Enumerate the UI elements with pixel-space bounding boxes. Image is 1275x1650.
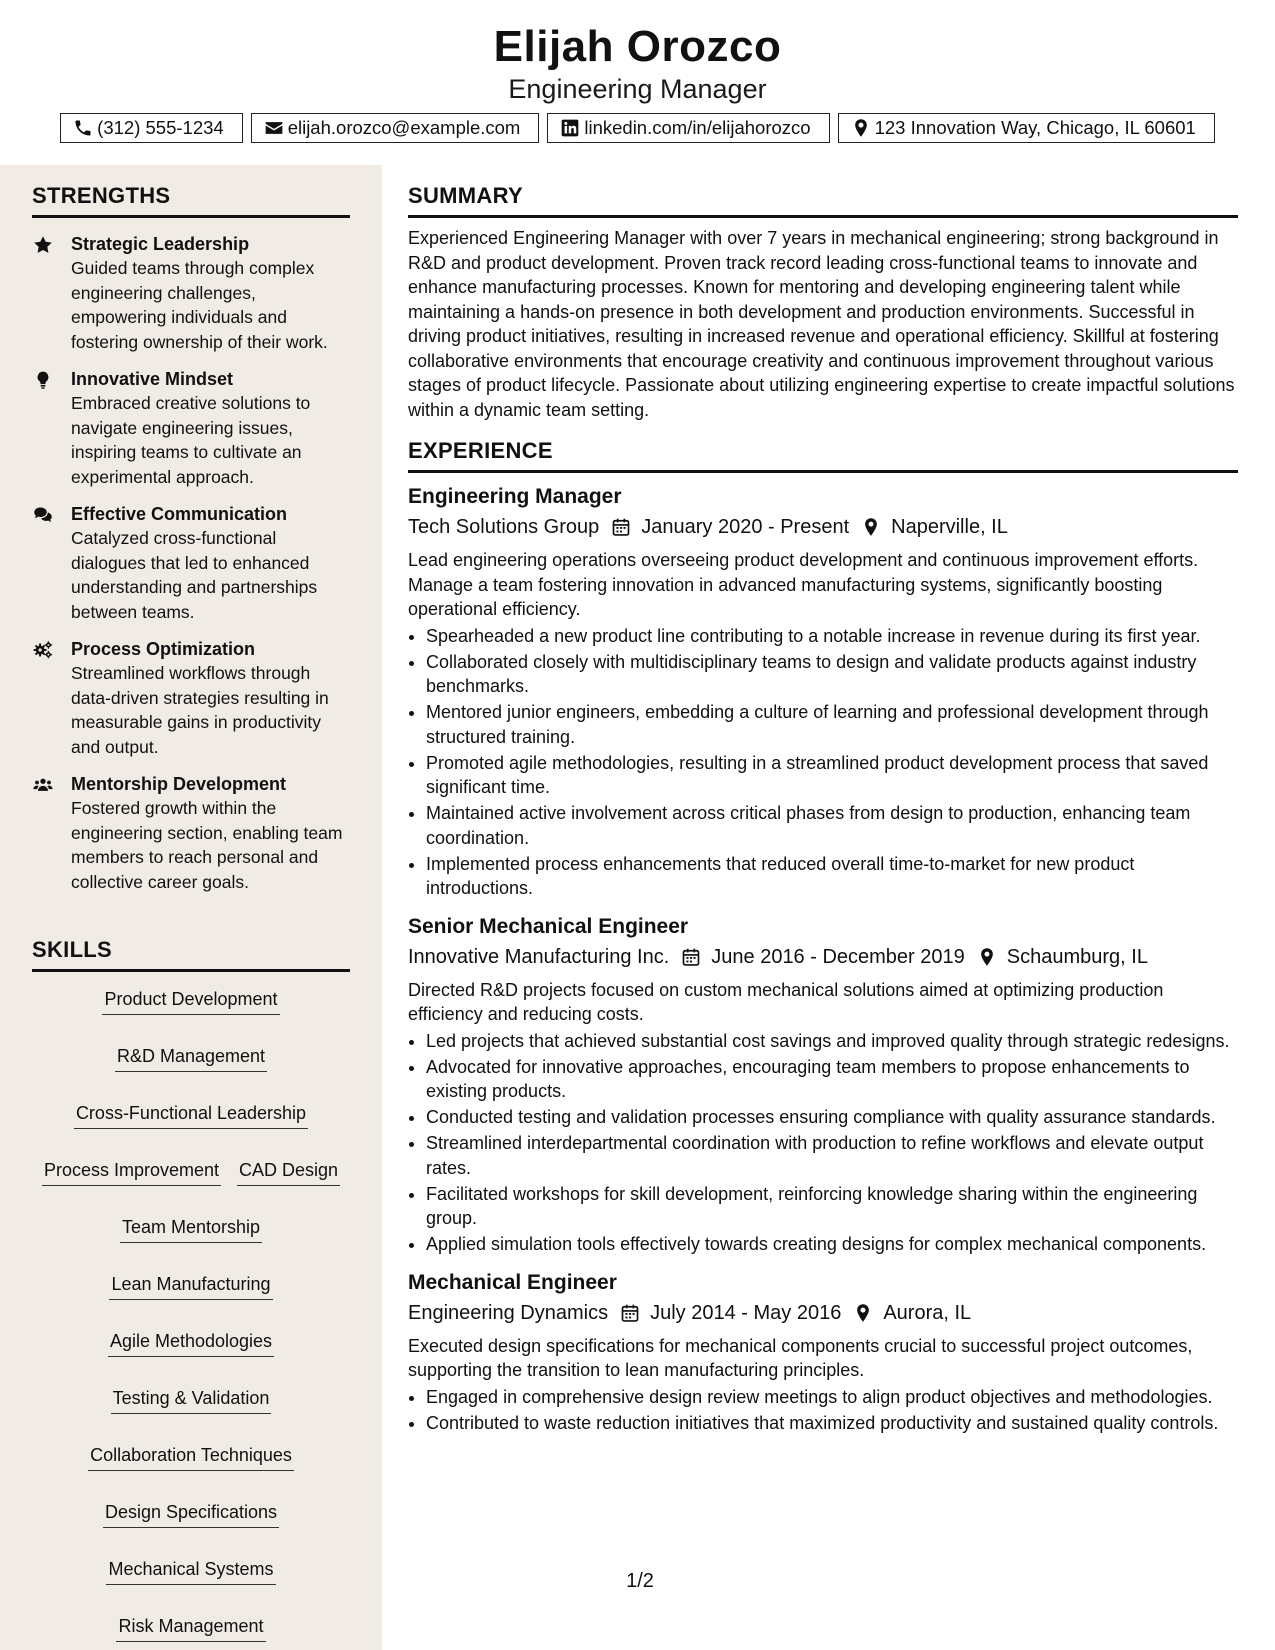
skill-tag: R&D Management bbox=[115, 1043, 267, 1072]
job-bullets bbox=[408, 1385, 1238, 1436]
comments-icon bbox=[32, 505, 54, 525]
strength-desc: Streamlined workflows through data-driven strategies resulting in measurable gains in productivity and output. bbox=[71, 663, 329, 757]
skill-tag: Mechanical Systems bbox=[106, 1556, 275, 1585]
job-entry bbox=[408, 913, 1238, 1257]
job-title: Senior Mechanical Engineer bbox=[408, 914, 689, 938]
job-company: Innovative Manufacturing Inc. bbox=[408, 945, 670, 968]
main-content bbox=[408, 165, 1238, 1437]
envelope-icon bbox=[264, 118, 284, 138]
strength-item bbox=[32, 232, 350, 354]
job-company: Tech Solutions Group bbox=[408, 516, 600, 538]
job-bullet: • Mentored junior engineers, embedding a culture of learning and professional development through structured training. bbox=[426, 700, 1238, 749]
job-bullet: • Collaborated closely with multidisciplinary teams to design and validate products against industry benchmarks. bbox=[426, 650, 1238, 699]
job-meta bbox=[408, 942, 1238, 972]
calendar-icon bbox=[681, 947, 701, 967]
job-entry bbox=[408, 1269, 1238, 1436]
candidate-name: Elijah Orozco bbox=[493, 22, 782, 71]
job-bullet: • Streamlined interdepartmental coordination with production to refine workflows and elevate output rates. bbox=[426, 1131, 1238, 1180]
job-description: Directed R&D projects focused on custom mechanical solutions aimed at optimizing production efficiency and reducing costs. bbox=[408, 979, 1164, 1024]
job-bullets bbox=[408, 624, 1238, 901]
skill-tag: Team Mentorship bbox=[120, 1214, 262, 1243]
job-bullet: • Promoted agile methodologies, resulting in a streamlined product development process that saved significant time. bbox=[426, 751, 1238, 800]
contact-email[interactable] bbox=[251, 113, 540, 143]
strength-item bbox=[32, 772, 350, 894]
job-bullet: • Conducted testing and validation processes ensuring compliance with quality assurance standards. bbox=[426, 1105, 1238, 1130]
strength-title: Innovative Mindset bbox=[71, 369, 234, 389]
contact-row bbox=[0, 113, 1275, 143]
job-description: Lead engineering operations overseeing product development and continuous improvement efforts. Manage a team fostering innovation in advanced manufacturing systems, significantly boosting operational efficiency. bbox=[408, 550, 1199, 619]
strength-desc: Fostered growth within the engineering section, enabling team members to reach personal and collective career goals. bbox=[71, 798, 343, 892]
lightbulb-icon bbox=[32, 370, 54, 390]
skill-tag: Product Development bbox=[102, 986, 279, 1015]
job-meta bbox=[408, 512, 1238, 542]
resume-header bbox=[0, 0, 1275, 165]
strength-title: Process Optimization bbox=[71, 639, 256, 659]
job-bullet: • Led projects that achieved substantial cost savings and improved quality through strategic redesigns. bbox=[426, 1029, 1238, 1054]
job-meta bbox=[408, 1298, 1238, 1328]
skills-heading: SKILLS bbox=[32, 937, 350, 972]
sidebar bbox=[0, 165, 382, 1650]
experience-heading: EXPERIENCE bbox=[408, 438, 1238, 473]
gears-icon bbox=[32, 640, 54, 660]
strength-desc: Catalyzed cross-functional dialogues that led to enhanced understanding and partnerships between teams. bbox=[71, 528, 318, 622]
job-title: Mechanical Engineer bbox=[408, 1270, 617, 1294]
users-icon bbox=[32, 775, 54, 795]
job-bullet: • Implemented process enhancements that reduced overall time-to-market for new product introductions. bbox=[426, 852, 1238, 901]
skills-section bbox=[32, 937, 350, 1642]
contact-linkedin-text: linkedin.com/in/elijahorozco bbox=[584, 117, 811, 138]
map-pin-icon bbox=[851, 118, 871, 138]
strength-title: Mentorship Development bbox=[71, 774, 287, 794]
candidate-role: Engineering Manager bbox=[508, 74, 767, 104]
summary-heading: SUMMARY bbox=[408, 183, 1238, 218]
phone-icon bbox=[73, 118, 93, 138]
skill-tag: Risk Management bbox=[116, 1613, 265, 1642]
job-entry bbox=[408, 483, 1238, 901]
skill-tag: Agile Methodologies bbox=[108, 1328, 274, 1357]
job-location: Naperville, IL bbox=[891, 516, 1008, 538]
skill-tag: Process Improvement bbox=[42, 1157, 221, 1186]
strength-title: Effective Communication bbox=[71, 504, 288, 524]
job-bullet: • Maintained active involvement across critical phases from design to production, enhancing team coordination. bbox=[426, 801, 1238, 850]
strengths-section bbox=[32, 183, 350, 894]
job-bullet: • Contributed to waste reduction initiatives that maximized productivity and sustained quality controls. bbox=[426, 1411, 1238, 1436]
job-company: Engineering Dynamics bbox=[408, 1301, 609, 1324]
skill-list bbox=[32, 986, 350, 1642]
contact-address[interactable] bbox=[838, 113, 1215, 143]
job-dates: June 2016 - December 2019 bbox=[711, 945, 965, 968]
strengths-heading: STRENGTHS bbox=[32, 183, 350, 218]
map-pin-icon bbox=[853, 1303, 873, 1323]
job-bullet: • Applied simulation tools effectively towards creating designs for complex mechanical components. bbox=[426, 1232, 1238, 1257]
skill-tag: Testing & Validation bbox=[111, 1385, 272, 1414]
strength-desc: Embraced creative solutions to navigate engineering issues, inspiring teams to cultivate an experimental approach. bbox=[71, 393, 311, 487]
linkedin-icon bbox=[560, 118, 580, 138]
skill-tag: CAD Design bbox=[237, 1157, 340, 1186]
skill-tag: Lean Manufacturing bbox=[109, 1271, 272, 1300]
calendar-icon bbox=[611, 517, 631, 537]
contact-email-text: elijah.orozco@example.com bbox=[287, 117, 521, 138]
strength-item bbox=[32, 502, 350, 624]
job-bullets bbox=[408, 1029, 1238, 1257]
job-location: Aurora, IL bbox=[883, 1301, 972, 1324]
strength-item bbox=[32, 367, 350, 489]
contact-address-text: 123 Innovation Way, Chicago, IL 60601 bbox=[874, 117, 1196, 138]
skill-tag: Collaboration Techniques bbox=[88, 1442, 294, 1471]
star-icon bbox=[32, 235, 54, 255]
skill-tag: Design Specifications bbox=[103, 1499, 279, 1528]
job-bullet: • Spearheaded a new product line contributing to a notable increase in revenue during its first year. bbox=[426, 624, 1238, 649]
job-bullet: • Facilitated workshops for skill development, reinforcing knowledge sharing within the engineering group. bbox=[426, 1182, 1238, 1231]
map-pin-icon bbox=[977, 947, 997, 967]
page-number: 1/2 bbox=[626, 1570, 654, 1592]
job-bullet: • Engaged in comprehensive design review meetings to align product objectives and methodologies. bbox=[426, 1385, 1238, 1410]
contact-linkedin[interactable] bbox=[547, 113, 829, 143]
strength-title: Strategic Leadership bbox=[71, 234, 250, 254]
strength-desc: Guided teams through complex engineering challenges, empowering individuals and fostering ownership of their work. bbox=[71, 258, 328, 352]
job-bullet: • Advocated for innovative approaches, encouraging team members to propose enhancements to existing products. bbox=[426, 1055, 1238, 1104]
job-location: Schaumburg, IL bbox=[1006, 945, 1148, 968]
skill-tag: Cross-Functional Leadership bbox=[74, 1100, 308, 1129]
job-dates: July 2014 - May 2016 bbox=[650, 1301, 842, 1324]
job-description: Executed design specifications for mechanical components crucial to successful project outcomes, supporting the transition to lean manufacturing principles. bbox=[408, 1335, 1193, 1380]
strength-item bbox=[32, 637, 350, 759]
job-dates: January 2020 - Present bbox=[641, 516, 850, 538]
summary-text: Experienced Engineering Manager with over 7 years in mechanical engineering; strong background in R&D and product development. Proven track record leading cross-functional teams to innovate and enhance manufacturing processes. Known for mentoring and developing engineering talent while maintaining a hands-on presence in both development and production environments. Successful in driving product initiatives, resulting in increased revenue and operational efficiency. Skillful at fostering collaborative environments that encourage creativity and continuous improvement throughout various stages of product lifecycle. Passionate about utilizing engineering expertise to create impactful solutions within a dynamic team setting. bbox=[408, 228, 1235, 420]
calendar-icon bbox=[620, 1303, 640, 1323]
contact-phone[interactable] bbox=[60, 113, 243, 143]
contact-phone-text: (312) 555-1234 bbox=[97, 117, 224, 138]
map-pin-icon bbox=[861, 517, 881, 537]
job-title: Engineering Manager bbox=[408, 485, 622, 508]
